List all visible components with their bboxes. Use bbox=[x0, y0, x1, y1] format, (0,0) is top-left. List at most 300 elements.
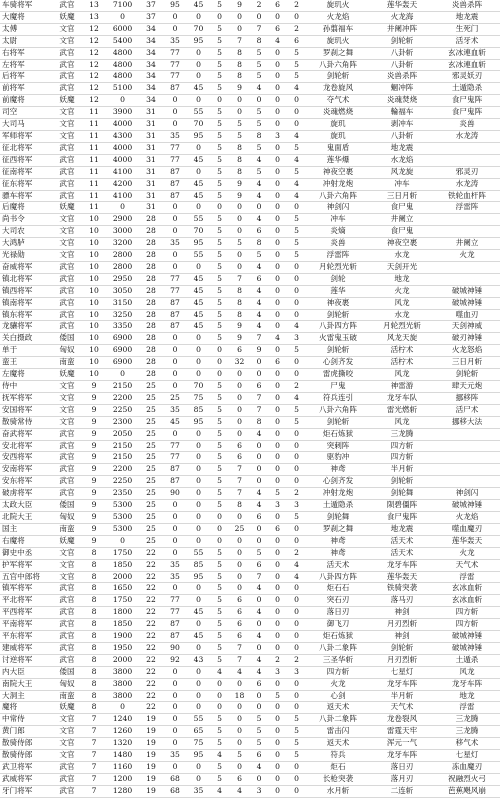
cell-stat-a: 34 bbox=[139, 71, 163, 83]
cell-skill-3: 生死门 bbox=[434, 23, 500, 35]
cell-stat-d: 5 bbox=[210, 214, 229, 226]
cell-stat-b: 77 bbox=[163, 595, 187, 607]
cell-stat-a: 22 bbox=[139, 702, 163, 714]
cell-stat-b: 87 bbox=[163, 464, 187, 476]
cell-stat-b: 0 bbox=[163, 357, 187, 369]
cell-value: 2000 bbox=[106, 571, 139, 583]
table-row bbox=[0, 416, 500, 428]
cell-stat-d: 5 bbox=[210, 130, 229, 142]
cell-stat-g: 0 bbox=[268, 83, 287, 95]
table-row bbox=[0, 166, 500, 178]
cell-stat-f: 0 bbox=[250, 464, 268, 476]
cell-skill-2: 魍冲阵 bbox=[370, 83, 434, 95]
cell-title: 征东将军 bbox=[0, 178, 52, 190]
cell-stat-d: 5 bbox=[210, 583, 229, 595]
cell-stat-a: 31 bbox=[139, 142, 163, 154]
cell-stat-g: 0 bbox=[268, 642, 287, 654]
cell-stat-e: 9 bbox=[229, 333, 250, 345]
cell-skill-3: 风龙 bbox=[434, 666, 500, 678]
cell-category: 文官 bbox=[52, 416, 82, 428]
cell-stat-b: 0 bbox=[163, 214, 187, 226]
cell-stat-c: 75 bbox=[187, 392, 210, 404]
cell-stat-b: 0 bbox=[163, 261, 187, 273]
table-row bbox=[0, 345, 500, 357]
cell-stat-g: 0 bbox=[268, 297, 287, 309]
cell-stat-d: 5 bbox=[210, 309, 229, 321]
cell-stat-d: 5 bbox=[210, 35, 229, 47]
cell-stat-f: 4 bbox=[250, 762, 268, 774]
cell-level: 8 bbox=[82, 607, 106, 619]
cell-stat-c: 70 bbox=[187, 119, 210, 131]
cell-stat-a: 22 bbox=[139, 595, 163, 607]
cell-value: 1320 bbox=[106, 738, 139, 750]
table-row bbox=[0, 178, 500, 190]
cell-stat-h: 4 bbox=[287, 571, 306, 583]
cell-title: 奋武将军 bbox=[0, 428, 52, 440]
cell-stat-f: 6 bbox=[250, 381, 268, 393]
cell-stat-b: 77 bbox=[163, 452, 187, 464]
cell-value: 1800 bbox=[106, 607, 139, 619]
cell-title: 平东将军 bbox=[0, 631, 52, 643]
cell-level: 9 bbox=[82, 511, 106, 523]
cell-stat-d: 0 bbox=[210, 702, 229, 714]
cell-stat-d: 5 bbox=[210, 178, 229, 190]
cell-stat-d: 0 bbox=[210, 369, 229, 381]
cell-skill-1: 神剑闪 bbox=[306, 202, 370, 214]
cell-skill-2: 铁骑突袭 bbox=[370, 583, 434, 595]
cell-stat-d: 4 bbox=[210, 750, 229, 762]
cell-skill-2: 风龙旋 bbox=[370, 166, 434, 178]
cell-category: 文官 bbox=[52, 750, 82, 762]
cell-skill-3: 冻血魔刃 bbox=[434, 762, 500, 774]
cell-stat-b: 77 bbox=[163, 440, 187, 452]
cell-level: 10 bbox=[82, 297, 106, 309]
cell-category: 文官 bbox=[52, 226, 82, 238]
cell-title: 蛮王 bbox=[0, 357, 52, 369]
cell-level: 8 bbox=[82, 642, 106, 654]
cell-level: 9 bbox=[82, 523, 106, 535]
cell-title: 平南将军 bbox=[0, 619, 52, 631]
cell-stat-a: 31 bbox=[139, 178, 163, 190]
cell-skill-3: 破城神锤 bbox=[434, 500, 500, 512]
cell-skill-2: 雷光燃斩 bbox=[370, 404, 434, 416]
cell-skill-1: 神鸢 bbox=[306, 464, 370, 476]
cell-stat-h: 4 bbox=[287, 178, 306, 190]
cell-stat-f: 0 bbox=[250, 476, 268, 488]
cell-stat-d: 5 bbox=[210, 571, 229, 583]
table-row bbox=[0, 452, 500, 464]
cell-stat-e: 8 bbox=[229, 285, 250, 297]
cell-category: 文官 bbox=[52, 130, 82, 142]
cell-stat-a: 25 bbox=[139, 428, 163, 440]
cell-category: 文官 bbox=[52, 214, 82, 226]
cell-skill-2: 莲华轰天 bbox=[370, 571, 434, 583]
cell-stat-c: 55 bbox=[187, 214, 210, 226]
cell-stat-g: 0 bbox=[268, 404, 287, 416]
cell-skill-3: 七星灯 bbox=[434, 750, 500, 762]
cell-stat-f: 0 bbox=[250, 773, 268, 785]
cell-stat-f: 5 bbox=[250, 119, 268, 131]
cell-stat-g: 0 bbox=[268, 440, 287, 452]
cell-skill-1: 神夜裹 bbox=[306, 297, 370, 309]
cell-title: 大司农 bbox=[0, 226, 52, 238]
cell-skill-3: 肆天元炮 bbox=[434, 381, 500, 393]
cell-stat-c: 0 bbox=[187, 500, 210, 512]
cell-stat-h: 0 bbox=[287, 762, 306, 774]
cell-skill-3: 土遁杀 bbox=[434, 654, 500, 666]
cell-stat-e: 0 bbox=[229, 547, 250, 559]
cell-stat-f: 0 bbox=[250, 357, 268, 369]
cell-skill-2: 輪福车 bbox=[370, 107, 434, 119]
cell-stat-f: 2 bbox=[250, 0, 268, 11]
cell-stat-g: 0 bbox=[268, 285, 287, 297]
cell-stat-c: 0 bbox=[187, 690, 210, 702]
cell-stat-b: 77 bbox=[163, 607, 187, 619]
cell-level: 10 bbox=[82, 345, 106, 357]
cell-title: 尚书令 bbox=[0, 214, 52, 226]
cell-stat-h: 3 bbox=[287, 500, 306, 512]
cell-stat-e: 6 bbox=[229, 452, 250, 464]
cell-stat-d: 5 bbox=[210, 738, 229, 750]
cell-stat-b: 77 bbox=[163, 59, 187, 71]
cell-title: 讨逆将军 bbox=[0, 654, 52, 666]
cell-category: 妖魔 bbox=[52, 535, 82, 547]
cell-stat-g: 0 bbox=[268, 154, 287, 166]
cell-skill-2: 龙卷裂风 bbox=[370, 714, 434, 726]
table-row bbox=[0, 762, 500, 774]
cell-title: 车骑将军 bbox=[0, 0, 52, 11]
cell-stat-h: 5 bbox=[287, 404, 306, 416]
cell-title: 大魔将 bbox=[0, 11, 52, 23]
cell-stat-c: 75 bbox=[187, 738, 210, 750]
cell-stat-e: 6 bbox=[229, 440, 250, 452]
cell-stat-c: 55 bbox=[187, 250, 210, 262]
table-row bbox=[0, 119, 500, 131]
cell-level: 7 bbox=[82, 714, 106, 726]
table-row bbox=[0, 642, 500, 654]
cell-stat-c: 0 bbox=[187, 428, 210, 440]
cell-stat-h: 0 bbox=[287, 440, 306, 452]
cell-value: 3800 bbox=[106, 678, 139, 690]
cell-skill-2: 食尸鬼阵 bbox=[370, 511, 434, 523]
cell-stat-g: 0 bbox=[268, 11, 287, 23]
cell-skill-3: 火龙怒焰 bbox=[434, 345, 500, 357]
cell-level: 9 bbox=[82, 416, 106, 428]
cell-stat-d: 5 bbox=[210, 714, 229, 726]
cell-stat-f: 5 bbox=[250, 250, 268, 262]
cell-stat-b: 0 bbox=[163, 690, 187, 702]
cell-stat-g: 0 bbox=[268, 559, 287, 571]
cell-title: 骠车将军 bbox=[0, 190, 52, 202]
cell-stat-c: 0 bbox=[187, 333, 210, 345]
cell-stat-g: 0 bbox=[268, 392, 287, 404]
cell-stat-c: 95 bbox=[187, 238, 210, 250]
cell-value: 1750 bbox=[106, 547, 139, 559]
cell-skill-2: 浑元一气 bbox=[370, 738, 434, 750]
cell-skill-2: 剑轮斩 bbox=[370, 642, 434, 654]
cell-skill-3: 破城神锤 bbox=[434, 642, 500, 654]
cell-stat-g: 4 bbox=[268, 333, 287, 345]
cell-skill-1: 神鸢 bbox=[306, 535, 370, 547]
table-row bbox=[0, 404, 500, 416]
cell-title: 南院大王 bbox=[0, 678, 52, 690]
cell-stat-f: 8 bbox=[250, 35, 268, 47]
cell-level: 10 bbox=[82, 321, 106, 333]
cell-value: 6900 bbox=[106, 357, 139, 369]
cell-stat-b: 0 bbox=[163, 523, 187, 535]
cell-stat-h: 5 bbox=[287, 726, 306, 738]
cell-skill-1: 剑轮斩 bbox=[306, 416, 370, 428]
cell-category: 文官 bbox=[52, 35, 82, 47]
cell-stat-h: 0 bbox=[287, 11, 306, 23]
cell-skill-1: 冲射龙炮 bbox=[306, 488, 370, 500]
cell-title: 黄门郎 bbox=[0, 726, 52, 738]
cell-stat-e: 6 bbox=[229, 773, 250, 785]
cell-value: 1900 bbox=[106, 631, 139, 643]
cell-skill-1: 鬼面盾 bbox=[306, 142, 370, 154]
cell-value: 3200 bbox=[106, 238, 139, 250]
cell-stat-h: 0 bbox=[287, 595, 306, 607]
cell-skill-1: 孙翦福车 bbox=[306, 23, 370, 35]
cell-skill-3: 四方斩 bbox=[434, 619, 500, 631]
cell-stat-e: 25 bbox=[229, 523, 250, 535]
cell-stat-e: 0 bbox=[229, 571, 250, 583]
cell-category: 武官 bbox=[52, 642, 82, 654]
cell-stat-g: 5 bbox=[268, 488, 287, 500]
cell-stat-c: 0 bbox=[187, 452, 210, 464]
cell-skill-1: 冲射龙炮 bbox=[306, 178, 370, 190]
cell-value: 4300 bbox=[106, 130, 139, 142]
table-row bbox=[0, 785, 500, 797]
cell-stat-c: 0 bbox=[187, 59, 210, 71]
cell-stat-e: 7 bbox=[229, 464, 250, 476]
cell-stat-g: 0 bbox=[268, 511, 287, 523]
cell-stat-c: 0 bbox=[187, 583, 210, 595]
cell-value: 4100 bbox=[106, 166, 139, 178]
cell-skill-3: 食尸鬼阵 bbox=[434, 107, 500, 119]
cell-stat-c: 70 bbox=[187, 381, 210, 393]
cell-stat-g: 0 bbox=[268, 428, 287, 440]
cell-skill-1: 剑轮舞 bbox=[306, 511, 370, 523]
cell-skill-1: 月轮烈光斩 bbox=[306, 261, 370, 273]
cell-stat-h: 0 bbox=[287, 107, 306, 119]
cell-category: 武官 bbox=[52, 440, 82, 452]
cell-stat-e: 0 bbox=[229, 404, 250, 416]
cell-value: 2250 bbox=[106, 404, 139, 416]
cell-level: 10 bbox=[82, 226, 106, 238]
cell-skill-2: 风龙 bbox=[370, 416, 434, 428]
cell-skill-1: 炬石炼狱 bbox=[306, 631, 370, 643]
cell-stat-g: 0 bbox=[268, 773, 287, 785]
cell-skill-2: 冲车 bbox=[370, 178, 434, 190]
cell-stat-d: 5 bbox=[210, 595, 229, 607]
cell-category: 武官 bbox=[52, 428, 82, 440]
cell-title: 右将军 bbox=[0, 47, 52, 59]
cell-skill-1: 炎魂燃烧 bbox=[306, 107, 370, 119]
cell-value: 2000 bbox=[106, 654, 139, 666]
cell-category: 武官 bbox=[52, 476, 82, 488]
cell-category: 武官 bbox=[52, 47, 82, 59]
cell-level: 13 bbox=[82, 11, 106, 23]
cell-title: 征西将军 bbox=[0, 154, 52, 166]
cell-skill-3: 神剑闪 bbox=[434, 488, 500, 500]
cell-title: 龙骧将军 bbox=[0, 321, 52, 333]
cell-skill-3: 破城神锤 bbox=[434, 285, 500, 297]
cell-title: 镇北将军 bbox=[0, 273, 52, 285]
cell-stat-a: 25 bbox=[139, 488, 163, 500]
cell-level: 11 bbox=[82, 119, 106, 131]
cell-stat-e: 0 bbox=[229, 511, 250, 523]
cell-skill-1: 符兵连引 bbox=[306, 392, 370, 404]
cell-stat-c: 0 bbox=[187, 202, 210, 214]
cell-stat-b: 35 bbox=[163, 35, 187, 47]
cell-skill-1: 旋玑火 bbox=[306, 35, 370, 47]
cell-value: 4000 bbox=[106, 119, 139, 131]
cell-stat-c: 45 bbox=[187, 273, 210, 285]
cell-category: 武官 bbox=[52, 619, 82, 631]
table-row bbox=[0, 59, 500, 71]
cell-title: 散骑侍郎 bbox=[0, 738, 52, 750]
cell-stat-f: 4 bbox=[250, 261, 268, 273]
cell-title: 左将军 bbox=[0, 59, 52, 71]
cell-stat-a: 34 bbox=[139, 95, 163, 107]
cell-category: 文官 bbox=[52, 381, 82, 393]
table-row bbox=[0, 619, 500, 631]
cell-stat-f: 0 bbox=[250, 202, 268, 214]
cell-value: 1650 bbox=[106, 583, 139, 595]
cell-stat-b: 77 bbox=[163, 154, 187, 166]
cell-stat-c: 0 bbox=[187, 702, 210, 714]
cell-skill-2: 半月斩 bbox=[370, 464, 434, 476]
cell-stat-g: 0 bbox=[268, 631, 287, 643]
cell-stat-b: 0 bbox=[163, 535, 187, 547]
cell-stat-a: 22 bbox=[139, 678, 163, 690]
cell-skill-1: 夺气术 bbox=[306, 95, 370, 107]
cell-stat-d: 5 bbox=[210, 488, 229, 500]
cell-stat-h: 2 bbox=[287, 23, 306, 35]
table-row bbox=[0, 678, 500, 690]
cell-stat-f: 5 bbox=[250, 726, 268, 738]
table-row bbox=[0, 285, 500, 297]
cell-skill-2: 八卦斩 bbox=[370, 130, 434, 142]
cell-stat-d: 5 bbox=[210, 392, 229, 404]
cell-stat-b: 87 bbox=[163, 476, 187, 488]
cell-stat-h: 0 bbox=[287, 642, 306, 654]
cell-value: 3800 bbox=[106, 690, 139, 702]
cell-stat-e: 6 bbox=[229, 345, 250, 357]
cell-category: 文官 bbox=[52, 250, 82, 262]
cell-stat-a: 25 bbox=[139, 392, 163, 404]
table-row bbox=[0, 523, 500, 535]
cell-stat-e: 0 bbox=[229, 535, 250, 547]
cell-stat-b: 0 bbox=[163, 702, 187, 714]
cell-skill-2: 剑轮舞 bbox=[370, 488, 434, 500]
cell-stat-c: 65 bbox=[187, 726, 210, 738]
cell-stat-e: 0 bbox=[229, 392, 250, 404]
cell-value: 2800 bbox=[106, 261, 139, 273]
cell-value: 2950 bbox=[106, 273, 139, 285]
cell-category: 武官 bbox=[52, 285, 82, 297]
cell-stat-g: 0 bbox=[268, 214, 287, 226]
cell-level: 8 bbox=[82, 547, 106, 559]
cell-stat-d: 5 bbox=[210, 726, 229, 738]
cell-stat-d: 5 bbox=[210, 500, 229, 512]
table-row bbox=[0, 392, 500, 404]
cell-stat-d: 5 bbox=[210, 190, 229, 202]
cell-stat-a: 22 bbox=[139, 571, 163, 583]
cell-level: 12 bbox=[82, 71, 106, 83]
table-row bbox=[0, 440, 500, 452]
cell-stat-d: 5 bbox=[210, 119, 229, 131]
cell-stat-b: 68 bbox=[163, 785, 187, 797]
cell-skill-1: 龙卷旋风 bbox=[306, 83, 370, 95]
cell-stat-e: 7 bbox=[229, 476, 250, 488]
cell-skill-2: 水龙 bbox=[370, 250, 434, 262]
cell-level: 9 bbox=[82, 392, 106, 404]
cell-skill-3 bbox=[434, 428, 500, 440]
cell-value: 3050 bbox=[106, 285, 139, 297]
cell-skill-3: 移气术 bbox=[434, 738, 500, 750]
cell-category: 妖魔 bbox=[52, 95, 82, 107]
cell-stat-d: 5 bbox=[210, 619, 229, 631]
cell-stat-b: 35 bbox=[163, 571, 187, 583]
cell-stat-d: 5 bbox=[210, 642, 229, 654]
cell-stat-d: 5 bbox=[210, 321, 229, 333]
cell-stat-c: 95 bbox=[187, 35, 210, 47]
cell-stat-h: 4 bbox=[287, 559, 306, 571]
cell-stat-b: 0 bbox=[163, 23, 187, 35]
cell-stat-h: 5 bbox=[287, 345, 306, 357]
cell-stat-a: 28 bbox=[139, 238, 163, 250]
cell-skill-3 bbox=[434, 476, 500, 488]
cell-stat-a: 28 bbox=[139, 226, 163, 238]
cell-title: 大鸿胪 bbox=[0, 238, 52, 250]
cell-stat-c: 0 bbox=[187, 666, 210, 678]
cell-title: 内大臣 bbox=[0, 666, 52, 678]
cell-level: 12 bbox=[82, 83, 106, 95]
cell-stat-h: 0 bbox=[287, 583, 306, 595]
cell-stat-f: 0 bbox=[250, 642, 268, 654]
cell-stat-f: 0 bbox=[250, 452, 268, 464]
cell-stat-d: 0 bbox=[210, 523, 229, 535]
cell-level: 8 bbox=[82, 559, 106, 571]
cell-category: 武官 bbox=[52, 83, 82, 95]
cell-stat-a: 25 bbox=[139, 464, 163, 476]
cell-stat-c: 0 bbox=[187, 619, 210, 631]
cell-title: 光禄勋 bbox=[0, 250, 52, 262]
cell-stat-d: 0 bbox=[210, 345, 229, 357]
cell-value: 2250 bbox=[106, 476, 139, 488]
cell-skill-3: 挪移阵 bbox=[434, 392, 500, 404]
cell-stat-c: 0 bbox=[187, 71, 210, 83]
cell-stat-b: 87 bbox=[163, 166, 187, 178]
cell-stat-a: 31 bbox=[139, 107, 163, 119]
cell-skill-1: 旋玑 bbox=[306, 119, 370, 131]
cell-skill-3: 芭蕉飓风崩 bbox=[434, 785, 500, 797]
cell-category: 武官 bbox=[52, 762, 82, 774]
cell-title: 平北将军 bbox=[0, 595, 52, 607]
cell-skill-2: 火龙海 bbox=[370, 11, 434, 23]
cell-value: 2800 bbox=[106, 250, 139, 262]
cell-level: 12 bbox=[82, 95, 106, 107]
cell-title: 散骑常侍 bbox=[0, 416, 52, 428]
cell-skill-1: 炬石 bbox=[306, 762, 370, 774]
cell-stat-b: 0 bbox=[163, 666, 187, 678]
cell-stat-f: 6 bbox=[250, 559, 268, 571]
cell-stat-b: 95 bbox=[163, 0, 187, 11]
cell-stat-g: 0 bbox=[268, 452, 287, 464]
cell-category: 武官 bbox=[52, 178, 82, 190]
